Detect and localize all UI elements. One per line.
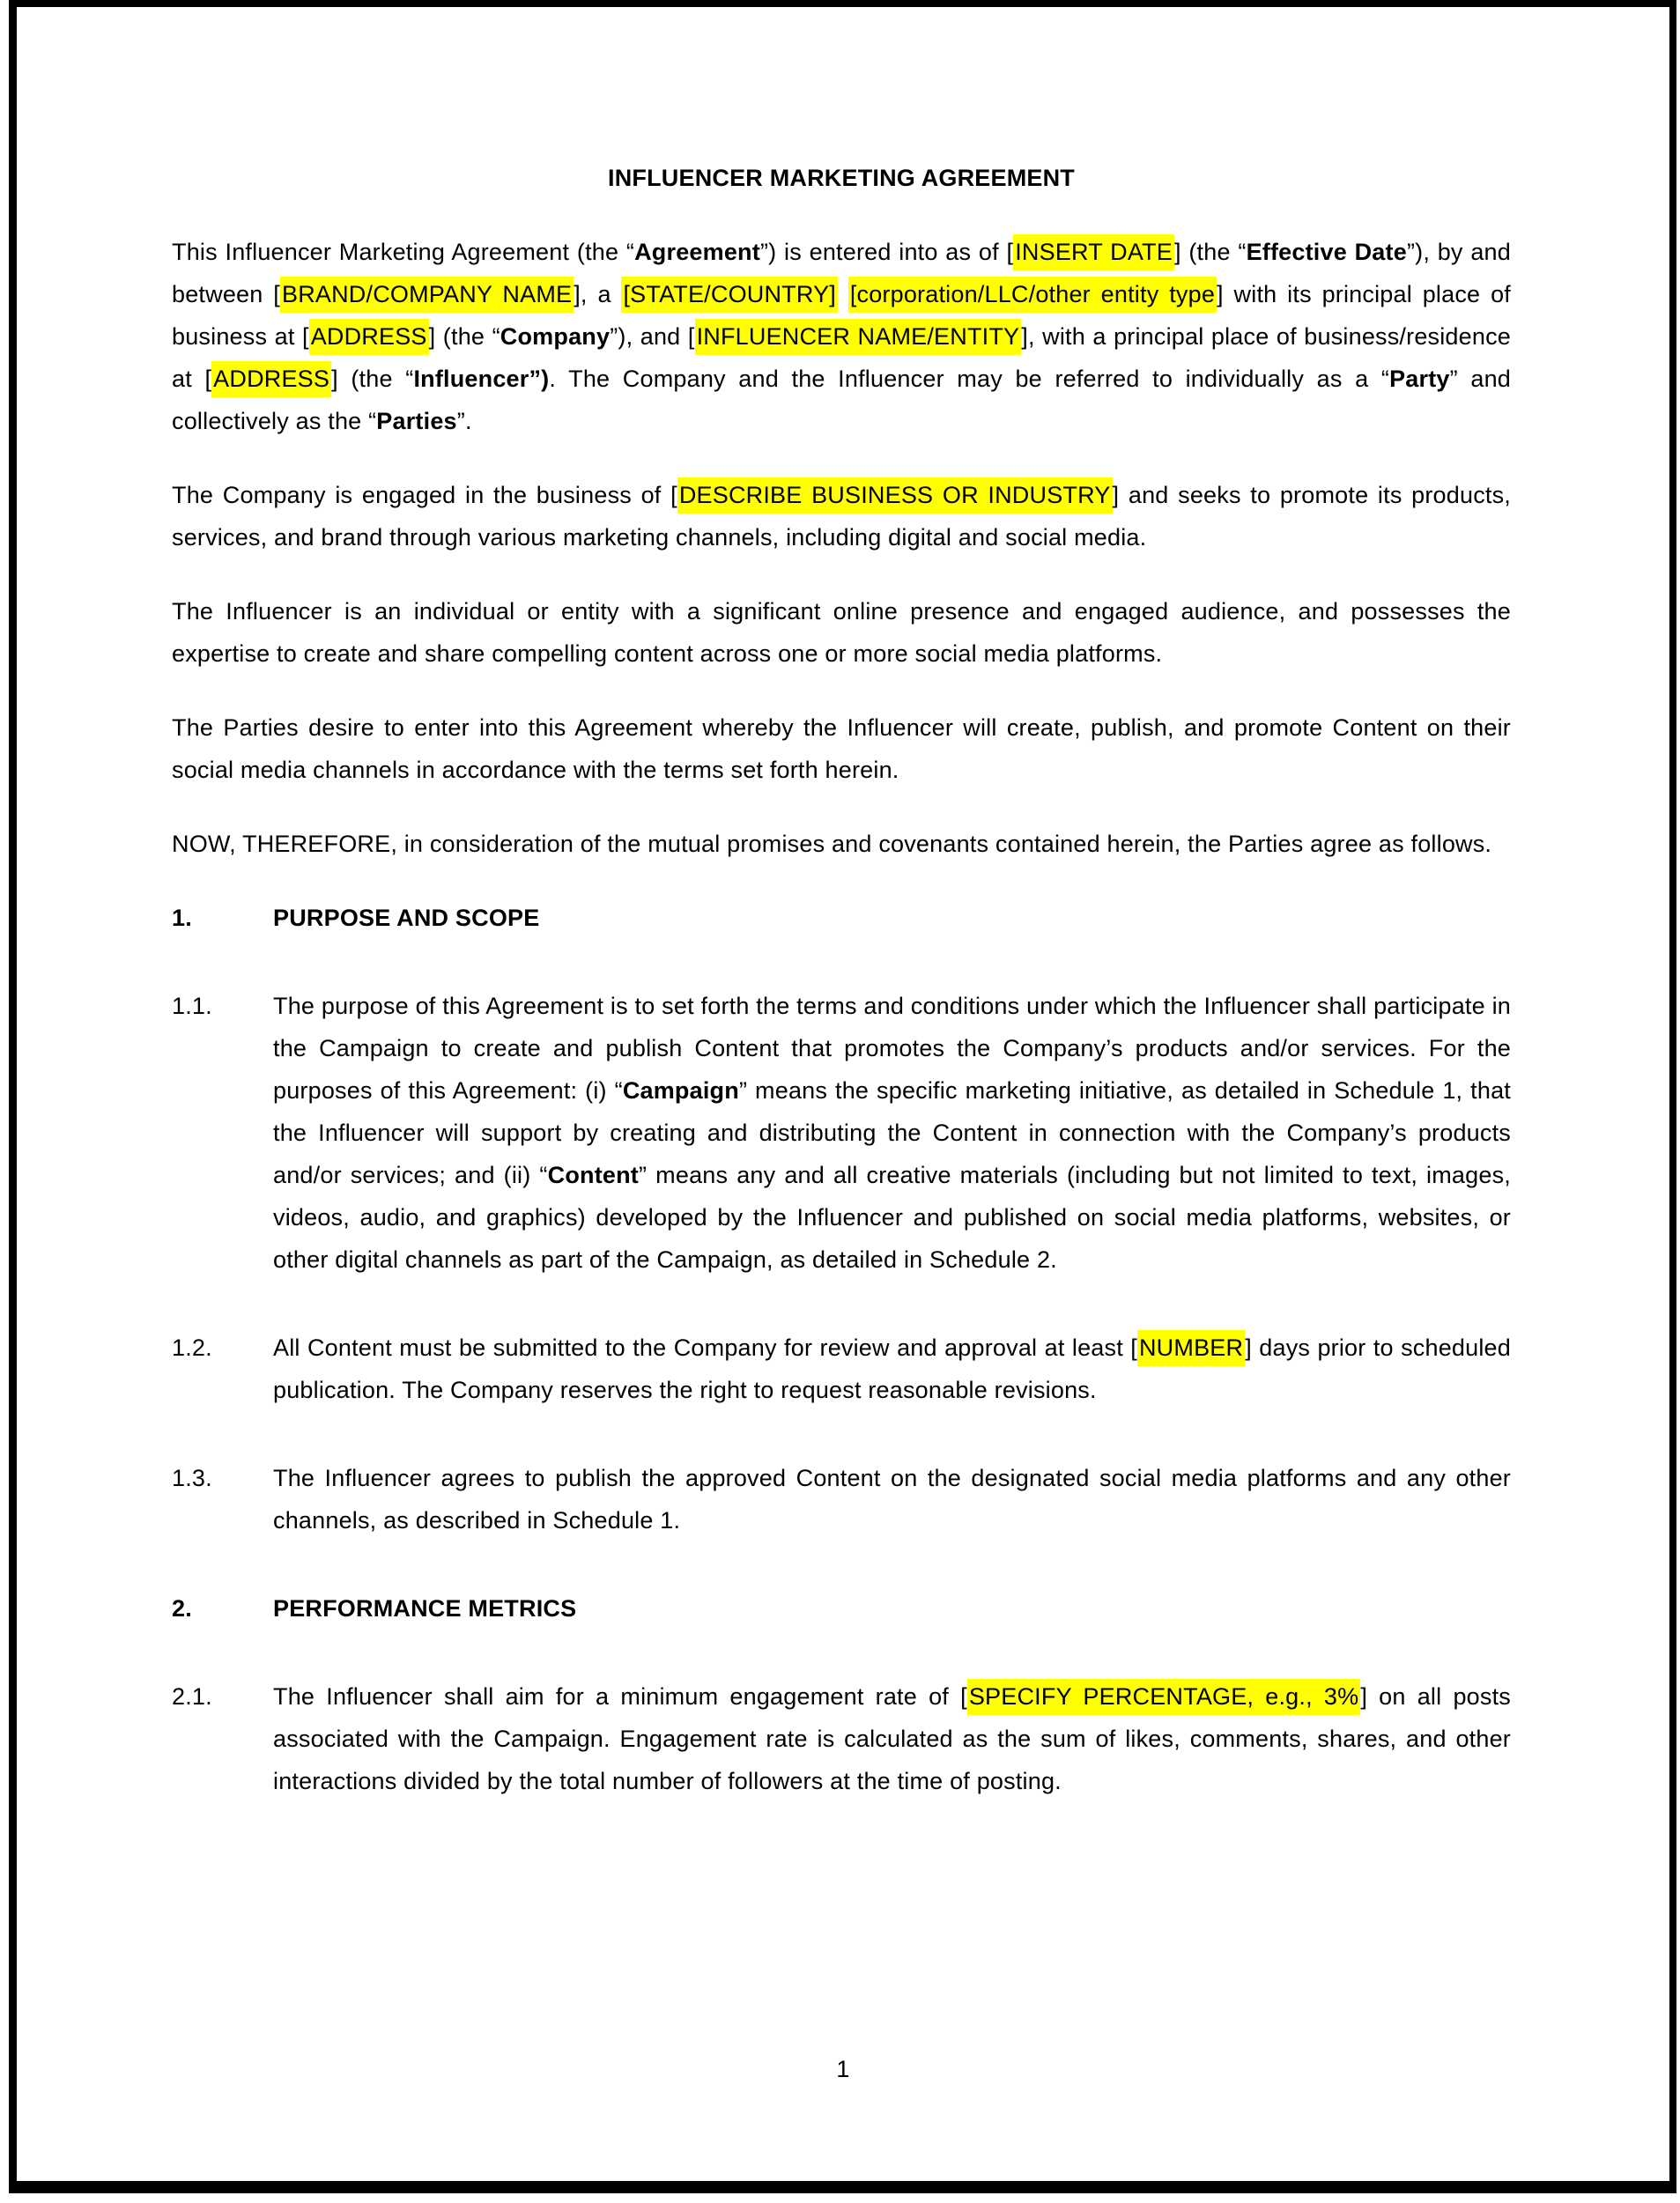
clause-number: 1.1. xyxy=(172,993,212,1019)
bold-term: Party xyxy=(1389,366,1450,392)
text-run: ” and collectively as the “ xyxy=(172,366,1511,434)
text-run: The Company is engaged in the business of [ xyxy=(172,482,677,508)
clause-1-3 xyxy=(172,1457,1511,1541)
text-run: ” means any and all creative materials (including but not limited to text, images, videos, audio, and graphics) developed by the Influencer and published on social media platforms, websites, or other digital channels as part of the Campaign, as detailed in Schedule 2. xyxy=(273,1162,1511,1273)
text-run: ”) is entered into as of [ xyxy=(759,239,1014,265)
section-number: 2. xyxy=(172,1595,192,1622)
highlighted-placeholder: ADDRESS xyxy=(309,319,429,355)
text-run: ”), and [ xyxy=(610,323,695,350)
company-business-paragraph xyxy=(172,474,1511,558)
clause-number: 1.2. xyxy=(172,1334,212,1361)
bold-term: PERFORMANCE METRICS xyxy=(273,1595,577,1622)
bold-term: Effective Date xyxy=(1246,239,1407,265)
text-run: ] (the “ xyxy=(1173,239,1247,265)
document-title: INFLUENCER MARKETING AGREEMENT xyxy=(608,165,1075,191)
document-content xyxy=(17,7,1669,1802)
clause-text xyxy=(273,1330,1511,1403)
text-run: The Parties desire to enter into this Agreement whereby the Influencer will create, publish, and promote Content on their social media channels in accordance with the terms set forth herein. xyxy=(172,714,1511,783)
parties-desire-paragraph xyxy=(172,706,1511,791)
text-run: The Influencer shall aim for a minimum engagement rate of [ xyxy=(273,1683,967,1710)
highlighted-placeholder: [STATE/COUNTRY] xyxy=(621,277,838,313)
text-run: The purpose of this Agreement is to set forth the terms and conditions under which the Influencer shall participate in the Campaign to create and publish Content that promotes the Company’s products and/or services. For the purposes of this Agreement: (i) “ xyxy=(273,993,1511,1104)
text-run: ”), by and between [ xyxy=(172,239,1511,307)
page-number: 1 xyxy=(836,2056,850,2082)
text-run: NOW, THEREFORE, in consideration of the mutual promises and covenants contained herein, the Parties agree as follows. xyxy=(172,831,1492,857)
text-run xyxy=(838,281,848,307)
text-run: ] (the “ xyxy=(428,323,500,350)
bold-term: Agreement xyxy=(634,239,760,265)
clause-text xyxy=(273,993,1511,1273)
highlighted-placeholder: SPECIFY PERCENTAGE, e.g., 3% xyxy=(967,1679,1361,1715)
section-heading-label xyxy=(273,905,539,931)
intro-paragraph xyxy=(172,231,1511,442)
influencer-description-paragraph xyxy=(172,590,1511,675)
text-run: The Influencer is an individual or entity with a significant online presence and engaged audience, and possesses the expertise to create and share compelling content across one or more social media platforms. xyxy=(172,598,1511,667)
highlighted-placeholder: INSERT DATE xyxy=(1013,234,1174,270)
now-therefore-paragraph xyxy=(172,823,1511,865)
highlighted-placeholder: NUMBER xyxy=(1137,1330,1245,1366)
bold-term: Campaign xyxy=(622,1077,739,1104)
bold-term: Influencer”) xyxy=(413,366,550,392)
clause-2-1 xyxy=(172,1675,1511,1802)
section-heading-performance-metrics xyxy=(172,1587,1511,1630)
text-run: The Influencer agrees to publish the approved Content on the designated social media platforms and any other channels, as described in Schedule 1. xyxy=(273,1465,1511,1534)
text-run: . The Company and the Influencer may be referred to individually as a “ xyxy=(549,366,1390,392)
section-heading-label xyxy=(273,1595,576,1622)
highlighted-placeholder: DESCRIBE BUSINESS OR INDUSTRY xyxy=(677,477,1113,514)
section-number: 1. xyxy=(172,905,192,931)
bold-term: Company xyxy=(500,323,611,350)
text-run: ”. xyxy=(456,408,472,434)
highlighted-placeholder: BRAND/COMPANY NAME xyxy=(280,277,574,313)
highlighted-placeholder: INFLUENCER NAME/ENTITY xyxy=(695,319,1022,355)
bold-term: Content xyxy=(547,1162,640,1188)
text-run: ], a xyxy=(574,281,622,307)
text-run: ] on all posts associated with the Campaign. Engagement rate is calculated as the sum of likes, comments, shares, and other interactions divided by the total number of followers at the time of posting. xyxy=(273,1683,1511,1794)
text-run: ” means the specific marketing initiative, as detailed in Schedule 1, that the Influencer will support by creating and distributing the Content in connection with the Company’s products and/or services; and (ii) “ xyxy=(273,1077,1511,1188)
page-border xyxy=(9,0,1676,2193)
clause-text xyxy=(273,1679,1511,1794)
clause-text xyxy=(273,1465,1511,1534)
highlighted-placeholder: ADDRESS xyxy=(211,361,331,397)
text-run: All Content must be submitted to the Company for review and approval at least [ xyxy=(273,1334,1137,1361)
clause-number: 2.1. xyxy=(172,1683,212,1710)
text-run: ] and seeks to promote its products, services, and brand through various marketing channels, including digital and social media. xyxy=(172,482,1511,551)
section-heading-purpose-and-scope xyxy=(172,897,1511,939)
text-run: This Influencer Marketing Agreement (the “ xyxy=(172,239,635,265)
text-run: ] days prior to scheduled publication. The Company reserves the right to request reasonable revisions. xyxy=(273,1334,1511,1403)
bold-term: Parties xyxy=(376,408,457,434)
clause-1-2 xyxy=(172,1327,1511,1411)
text-run: ] (the “ xyxy=(331,366,414,392)
clause-1-1 xyxy=(172,985,1511,1281)
text-run: ] with its principal place of business at [ xyxy=(172,281,1511,350)
clause-number: 1.3. xyxy=(172,1465,212,1491)
text-run: ], with a principal place of business/residence at [ xyxy=(172,323,1512,392)
highlighted-placeholder: [corporation/LLC/other entity type xyxy=(848,277,1217,313)
bold-term: PURPOSE AND SCOPE xyxy=(273,905,540,931)
